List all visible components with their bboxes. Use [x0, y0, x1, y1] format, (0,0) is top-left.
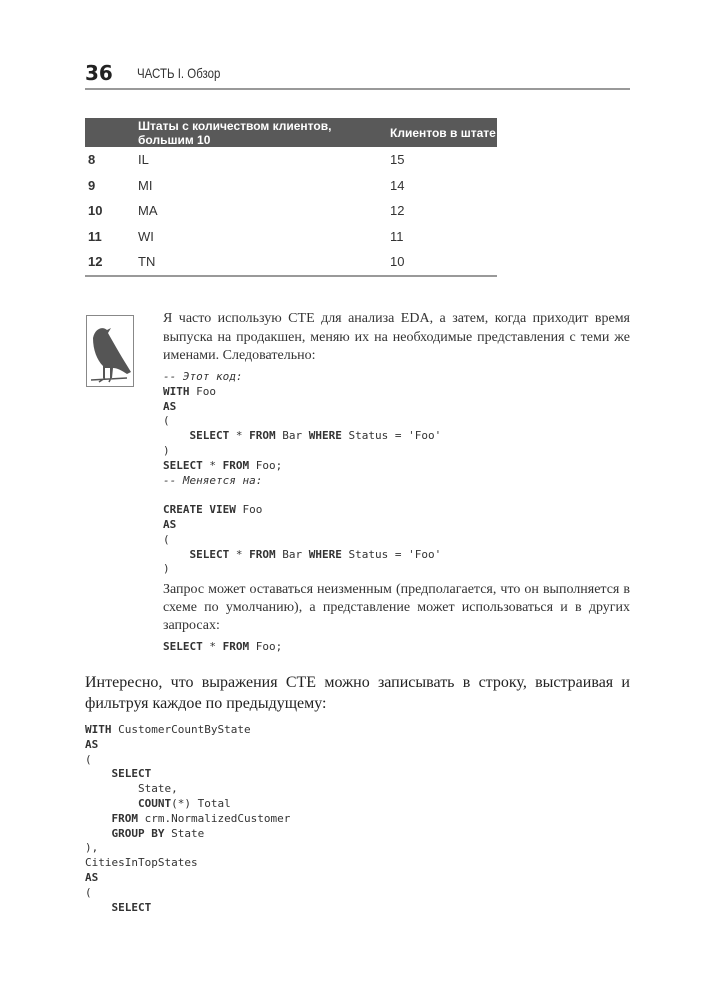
code-text: *: [229, 429, 250, 443]
code-keyword: WHERE: [308, 429, 342, 443]
code-line: [85, 812, 290, 825]
code-text: *: [202, 640, 223, 653]
count-cell: 12: [390, 203, 405, 219]
code-text: Foo;: [249, 640, 283, 653]
header-rule: [85, 88, 630, 90]
code-line: [163, 548, 441, 561]
code-keyword: SELECT: [111, 767, 152, 781]
body-paragraph: Интересно, что выражения CTE можно записывать в строку, выстраивая и фильтруя каждое по предыдущему:: [85, 674, 630, 712]
code-keyword: FROM: [249, 429, 276, 443]
code-text: Bar: [275, 429, 309, 443]
count-cell: 10: [390, 249, 497, 276]
code-text: *: [202, 458, 223, 472]
code-line: [85, 841, 98, 854]
code-text: ): [163, 443, 170, 457]
code-line: [163, 562, 170, 575]
code-keyword: FROM: [222, 458, 250, 472]
code-keyword: SELECT: [163, 640, 203, 653]
code-keyword: AS: [163, 399, 177, 413]
code-line: [85, 856, 198, 869]
code-text: [85, 812, 112, 825]
code-text: Bar: [275, 547, 309, 561]
code-line: [163, 518, 176, 531]
table-row: [85, 147, 497, 173]
table-header-cell: Клиентов в штате: [390, 125, 496, 140]
code-keyword: SELECT: [189, 547, 230, 561]
code-text: ),: [85, 841, 99, 855]
code-line: [163, 370, 242, 383]
count-cell: 14: [390, 177, 405, 193]
state-cell: IL: [138, 152, 149, 168]
code-text: CitiesInTopStates: [85, 856, 198, 870]
code-text: (: [85, 752, 92, 766]
crow-icon: [86, 315, 134, 387]
code-text: ): [163, 562, 170, 576]
code-line: [163, 400, 176, 413]
code-text: [85, 797, 138, 810]
code-keyword: SELECT: [163, 458, 203, 472]
code-keyword: AS: [85, 737, 99, 751]
state-cell: MI: [138, 177, 153, 193]
code-line: [85, 797, 231, 810]
code-line: [163, 444, 170, 457]
code-line: [163, 640, 282, 653]
count-cell: 15: [390, 152, 405, 168]
code-line: [163, 385, 216, 398]
states-table: [85, 118, 497, 277]
code-text: [85, 827, 112, 840]
table-row: [85, 224, 497, 250]
state-cell: TN: [138, 249, 390, 276]
table-row: [85, 249, 497, 276]
running-title: ЧАСТЬ I. Обзор: [137, 65, 221, 81]
code-text: State: [164, 826, 205, 840]
code-keyword: COUNT: [137, 796, 172, 810]
table-header-cell: Штаты с количеством клиентов, большим 10: [138, 118, 332, 147]
code-text: crm.NormalizedCustomer: [138, 811, 291, 825]
code-keyword: FROM: [222, 640, 250, 653]
code-text: Foo;: [249, 458, 283, 472]
note-text: Я часто использую CTE для анализа EDA, а затем, когда приходит время выпуска на продакшен, меняю их на необходимые представления с теми же именами. Следовательно:: [163, 311, 630, 363]
code-text: State,: [85, 782, 178, 796]
code-line: [85, 782, 178, 795]
code-comment: -- Этот код:: [163, 370, 243, 383]
code-keyword: FROM: [249, 547, 276, 561]
code-keyword: WHERE: [308, 547, 342, 561]
code-keyword: WITH: [85, 723, 112, 736]
code-text: [163, 548, 190, 561]
note-code-block-2: [163, 640, 282, 655]
state-cell: WI: [138, 228, 154, 244]
code-text: [85, 901, 112, 914]
code-line: [85, 753, 92, 766]
code-text: (: [163, 532, 170, 546]
body-code-block: [85, 723, 290, 915]
code-line: [85, 767, 151, 780]
state-cell: MA: [138, 203, 158, 219]
code-line: [85, 723, 251, 736]
row-number: 8: [88, 152, 96, 168]
code-line: [163, 474, 262, 487]
code-line: [163, 429, 441, 442]
code-keyword: AS: [163, 517, 177, 531]
code-keyword: WITH: [163, 384, 190, 398]
code-text: Status = 'Foo': [341, 429, 442, 443]
code-text: [163, 429, 190, 442]
code-text: (: [163, 414, 170, 428]
page-number: 36: [85, 61, 113, 85]
code-keyword: FROM: [111, 811, 138, 825]
count-cell: 11: [390, 228, 404, 244]
row-number: 11: [88, 228, 102, 244]
row-number: 9: [88, 177, 96, 193]
table-header-cell: [85, 118, 138, 147]
code-text: Foo: [189, 384, 216, 398]
code-line: [85, 738, 98, 751]
code-keyword: SELECT: [189, 429, 230, 443]
code-text: *: [229, 547, 250, 561]
code-line: [163, 503, 262, 516]
code-text: (*) Total: [171, 796, 231, 810]
code-line: [85, 871, 98, 884]
table-row: [85, 173, 497, 199]
row-number: 10: [88, 203, 103, 219]
code-text: [85, 767, 112, 780]
code-text: (: [85, 885, 92, 899]
code-line: [163, 414, 170, 427]
note-text-2: Запрос может оставаться неизменным (предполагается, что он выполняется в схеме по умолчанию), а представление может использоваться и в других запросах:: [163, 582, 630, 633]
code-text: Status = 'Foo': [341, 547, 442, 561]
table-header-row: [85, 118, 497, 147]
note-code-block: [163, 370, 441, 577]
code-line: [85, 886, 92, 899]
code-keyword: AS: [85, 870, 99, 884]
code-line: [85, 827, 204, 840]
row-number: 12: [85, 249, 138, 276]
code-keyword: CREATE VIEW: [163, 503, 236, 517]
code-text: Foo: [235, 503, 263, 517]
code-line: [85, 901, 151, 914]
table-row: [85, 198, 497, 224]
code-text: CustomerCountByState: [111, 723, 251, 736]
code-line: [163, 459, 282, 472]
code-comment: -- Меняется на:: [163, 473, 263, 487]
code-keyword: SELECT: [111, 900, 152, 914]
code-keyword: GROUP BY: [111, 826, 165, 840]
code-line: [163, 533, 170, 546]
